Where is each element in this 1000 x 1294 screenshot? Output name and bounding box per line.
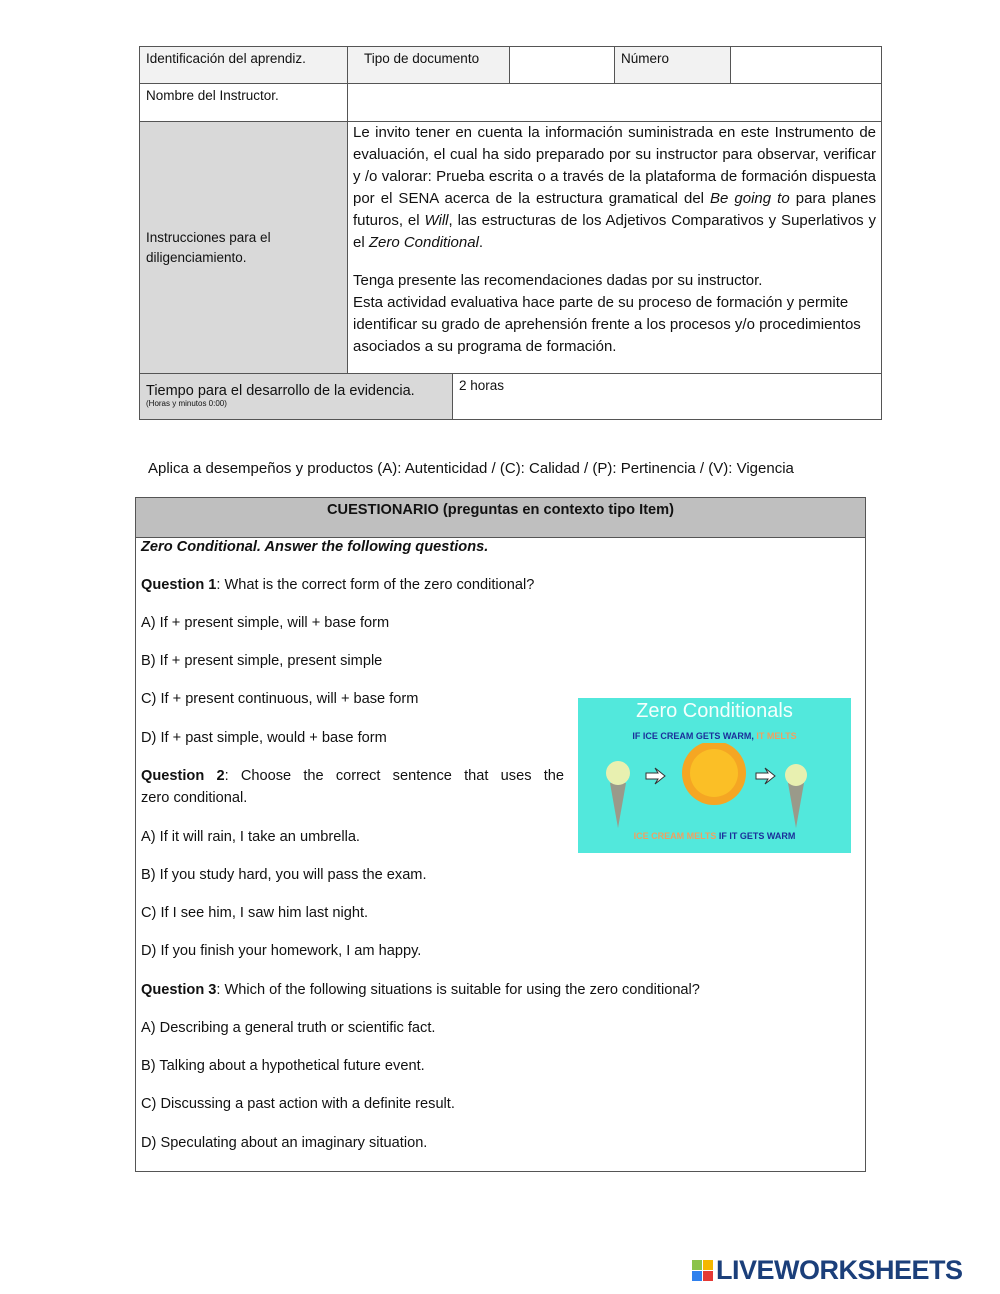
q1-option-a[interactable]: A) If + present simple, will + base form [141, 615, 390, 631]
q2-option-a[interactable]: A) If it will rain, I take an umbrella. [141, 829, 360, 845]
question-1: Question 1: What is the correct form of the zero conditional? [141, 577, 535, 593]
number-label-cell [614, 46, 731, 84]
instructor-label-cell [139, 83, 348, 122]
live-badge-icon [692, 1260, 713, 1281]
instructions-paragraph-1: Le invito tener en cuenta la información suministrada en este Instrumento de evaluación, el cual ha sido preparado por su instructor para observar, verificar y /o valorar: Prueba escrita o a través de la plataforma de formación dispuesta por el SENA acerca de la estructura gramatical del Be going to para planes futuros, el Will, las estructuras de los Adjetivos Comparativos y Superlativos y el Zero Conditional. [353, 124, 876, 251]
logo-text: LIVEWORKSHEETS [716, 1255, 963, 1285]
liveworksheets-logo [692, 1255, 963, 1286]
id-label: Identificación del aprendiz. [146, 51, 306, 66]
instructor-label: Nombre del Instructor. [146, 88, 279, 103]
instructions-label: Instrucciones para el diligenciamiento. [146, 229, 271, 265]
illustration-line-1: IF ICE CREAM GETS WARM, IT MELTS [632, 731, 797, 741]
q2-option-c[interactable]: C) If I see him, I saw him last night. [141, 905, 369, 921]
question-2-cont: zero conditional. [141, 790, 248, 806]
number-field[interactable] [730, 46, 882, 84]
questionnaire-title: CUESTIONARIO (preguntas en contexto tipo Item) [136, 498, 865, 538]
q1-option-c[interactable]: C) If + present continuous, will + base form [141, 691, 419, 707]
instructions-label-cell [139, 121, 348, 374]
doc-type-label: Tipo de documento [364, 51, 480, 66]
time-label: Tiempo para el desarrollo de la evidencia. [146, 383, 415, 399]
time-sublabel: (Horas y minutos 0:00) [146, 399, 227, 408]
doc-type-field[interactable] [509, 46, 615, 84]
q3-option-a[interactable]: A) Describing a general truth or scientific fact. [141, 1020, 436, 1036]
sun-and-ice-cream-icon [578, 743, 851, 828]
applies-text: Aplica a desempeños y productos (A): Autenticidad / (C): Calidad / (P): Pertinencia / (V): Vigencia [148, 460, 794, 477]
q1-option-b[interactable]: B) If + present simple, present simple [141, 653, 383, 669]
instructor-field[interactable] [347, 83, 882, 122]
number-label: Número [621, 51, 670, 66]
q3-option-d[interactable]: D) Speculating about an imaginary situation. [141, 1135, 428, 1151]
q2-option-d[interactable]: D) If you finish your homework, I am happy. [141, 943, 422, 959]
quiz-intro: Zero Conditional. Answer the following questions. [141, 539, 489, 555]
question-2: Question 2: Choose the correct sentence that uses the [141, 768, 564, 784]
zero-conditionals-illustration [578, 698, 851, 853]
q2-option-b[interactable]: B) If you study hard, you will pass the exam. [141, 867, 427, 883]
illustration-line-2: ICE CREAM MELTS IF IT GETS WARM [633, 831, 796, 841]
illustration-title: Zero Conditionals [636, 700, 793, 722]
time-field[interactable]: 2 horas [452, 373, 882, 420]
q1-option-d[interactable]: D) If + past simple, would + base form [141, 730, 387, 746]
doc-type-label-cell [347, 46, 510, 84]
q3-option-b[interactable]: B) Talking about a hypothetical future event. [141, 1058, 425, 1074]
instructions-paragraph-2: Tenga presente las recomendaciones dadas por su instructor. Esta actividad evaluativa hace parte de su proceso de formación y permite identificar su grado de aprehensión frente a los procesos y/o procedimientos asociados a su programa de formación. [353, 272, 861, 355]
question-3: Question 3: Which of the following situations is suitable for using the zero conditional? [141, 982, 700, 998]
id-label-cell [139, 46, 348, 84]
time-label-cell [139, 373, 453, 420]
q3-option-c[interactable]: C) Discussing a past action with a definite result. [141, 1096, 455, 1112]
